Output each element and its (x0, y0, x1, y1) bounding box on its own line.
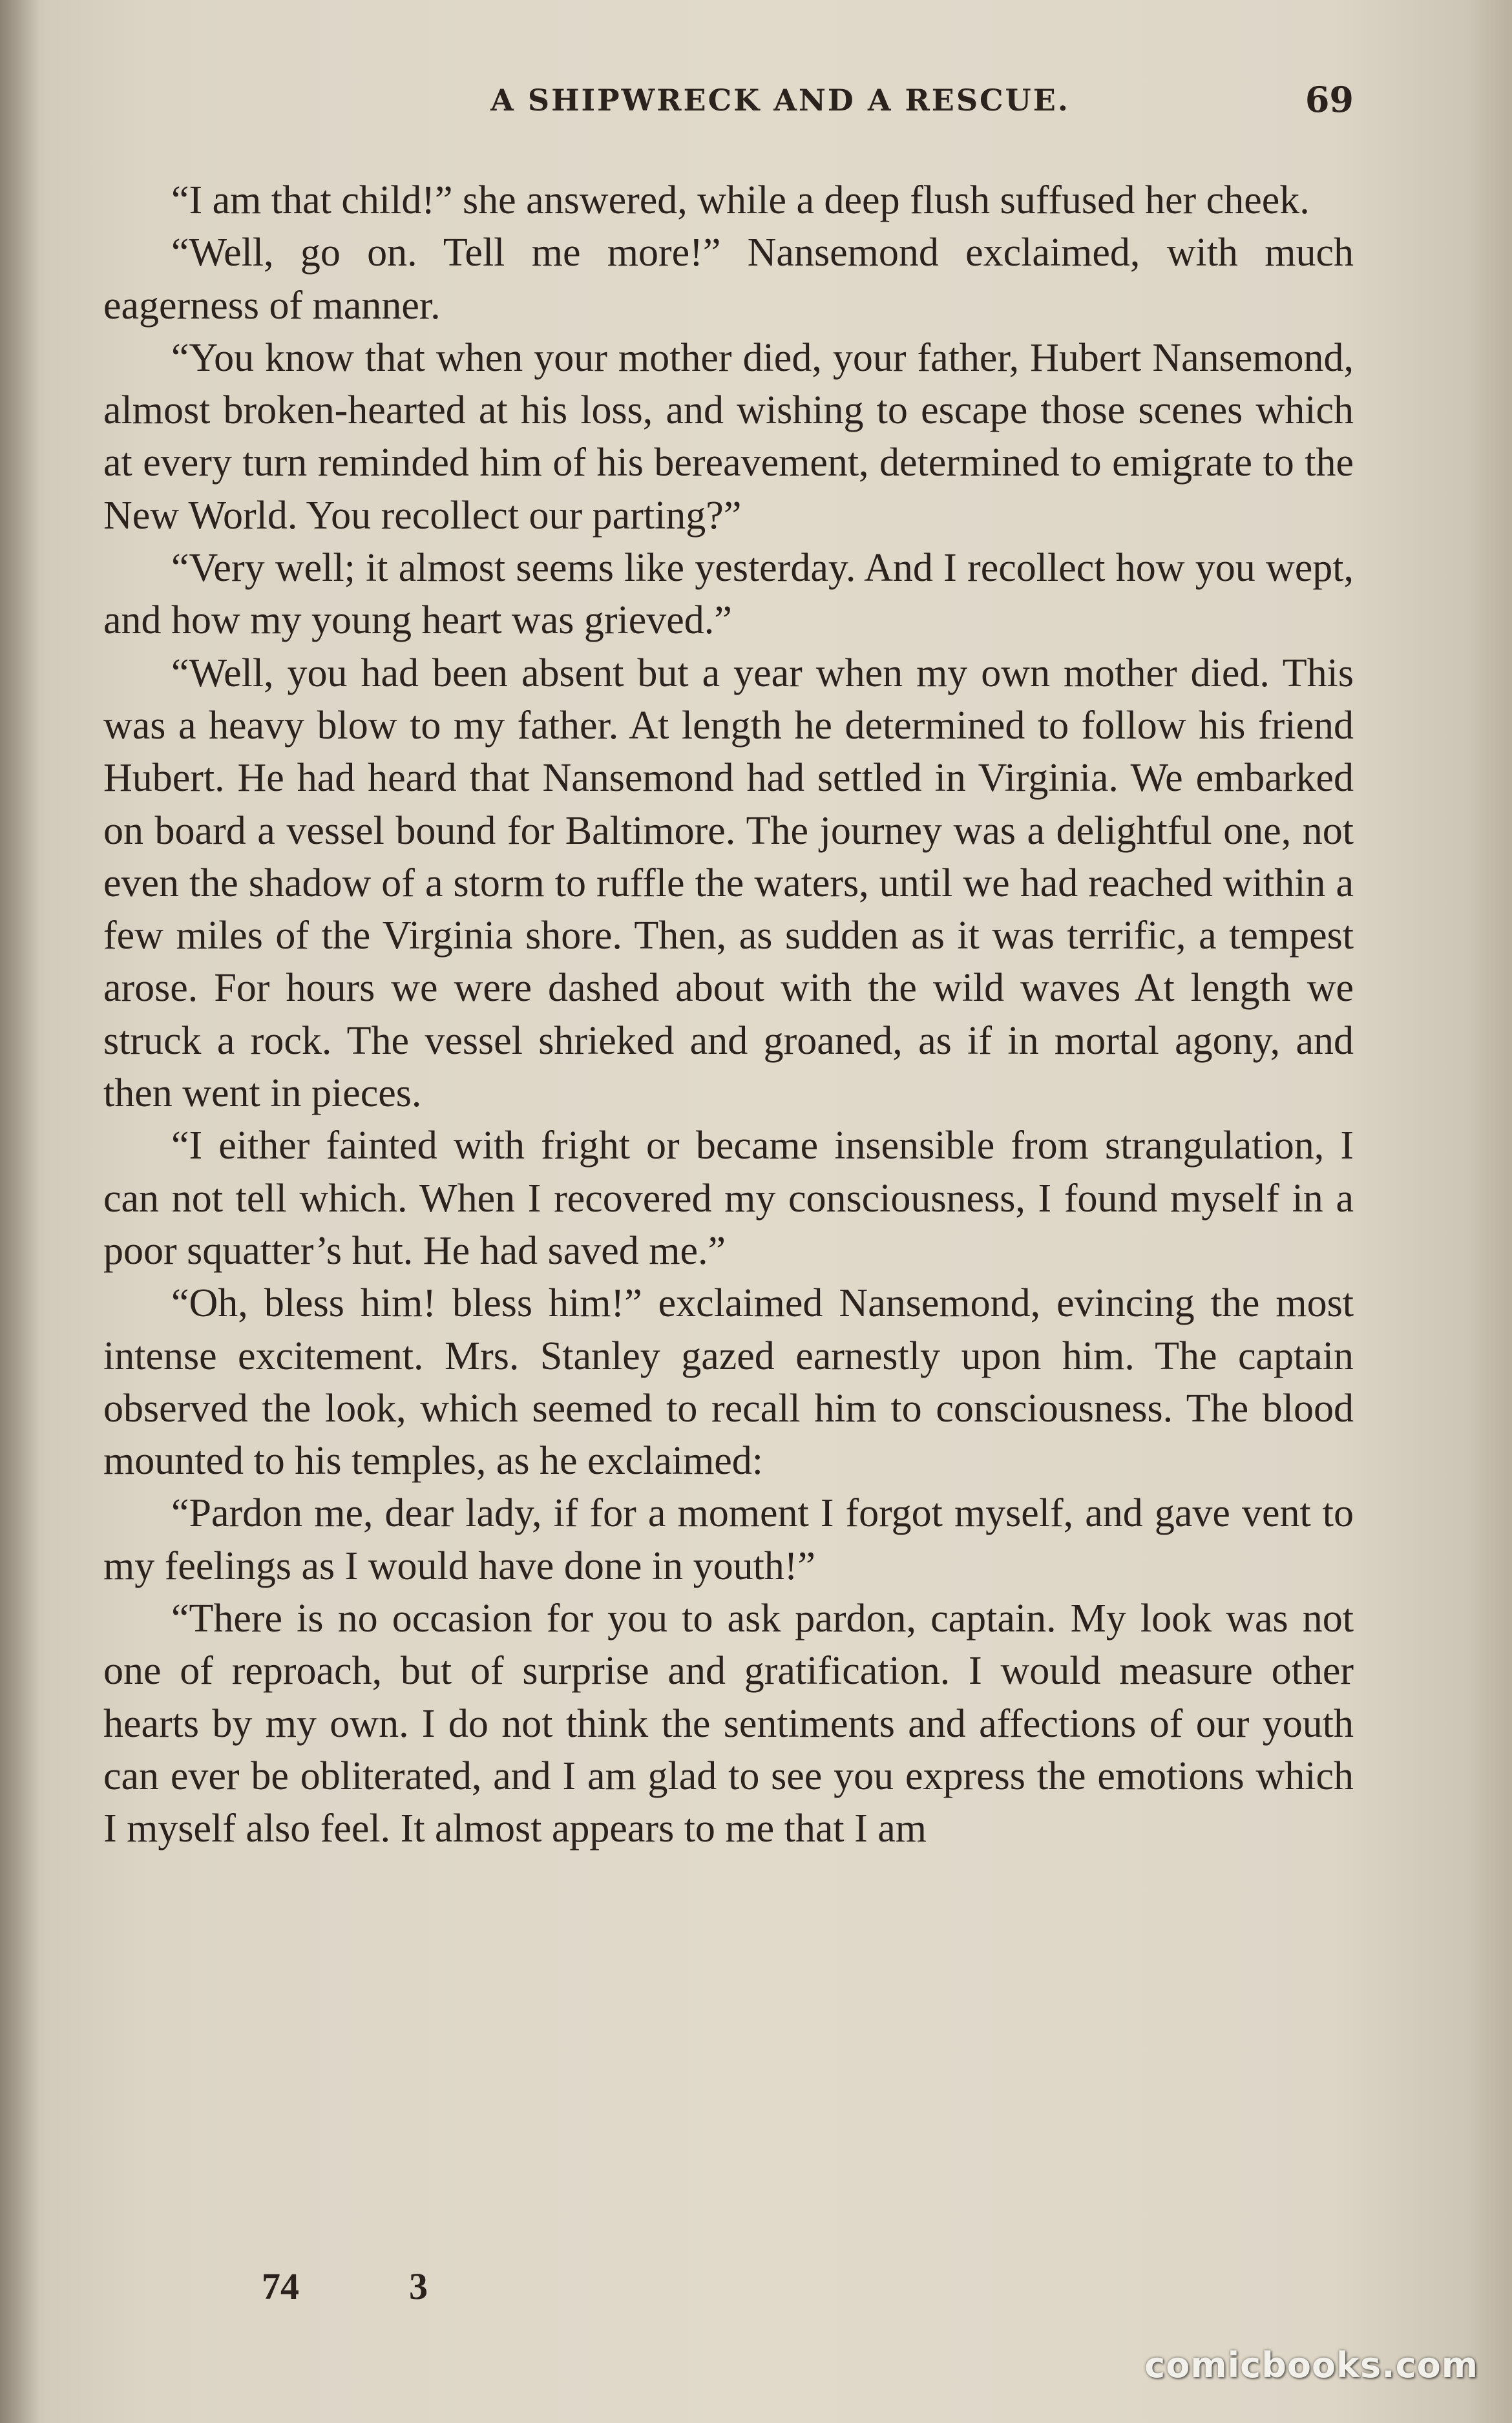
paragraph: “I either fainted with fright or became insensible from strangulation, I can not tell which. When I recovered my consciousness, I found myself in a poor squatter’s hut. He had saved me.” (103, 1124, 1354, 1273)
paragraph: “You know that when your mother died, your father, Hubert Nansemond, almost broken-hearted at his loss, and wishing to escape those scenes which at every turn reminded him of his bereavement, determined to emigrate to the New World. You recollect our parting?” (103, 335, 1354, 538)
page-number: 69 (1305, 79, 1354, 120)
paragraph: “There is no occasion for you to ask pardon, captain. My look was not one of reproach, but of surprise and gratification. I would measure other hearts by my own. I do not think the sentiments and affections of our youth can ever be obliterated, and I am glad to see you express the emotions which I myself also feel. It almost appears to me that I am (103, 1597, 1354, 1851)
paragraph: “Well, go on. Tell me more!” Nansemond exclaimed, with much eagerness of manner. (103, 231, 1354, 328)
paragraph: “Well, you had been absent but a year when my own mother died. This was a heavy blow to my father. At length he determined to follow his friend Hubert. He had heard that Nansemond had settled in Virginia. We embarked on board a vessel bound for Baltimore. The journey was a delightful one, not even the shadow of a storm to ruffle the waters, until we had reached within a few miles of the Virginia shore. Then, as sudden as it was terrific, a tempest arose. For hours we were dashed about with the wild waves At length we struck a rock. The vessel shrieked and groaned, as if in mortal agony, and then went in pieces. (103, 651, 1354, 1116)
paragraph: “Pardon me, dear lady, if for a moment I forgot myself, and gave vent to my feelings as I would have done in youth!” (103, 1491, 1354, 1588)
signature-marks (262, 2265, 428, 2308)
paragraph: “Very well; it almost seems like yesterday. And I recollect how you wept, and how my young heart was grieved.” (103, 546, 1354, 643)
body-text (103, 174, 1354, 1856)
paragraph: “Oh, bless him! bless him!” exclaimed Nansemond, evincing the most intense excitement. Mrs. Stanley gazed earnestly upon him. The captain observed the look, which seemed to recall him to consciousness. The blood mounted to his temples, as he exclaimed: (103, 1281, 1354, 1484)
running-title: A SHIPWRECK AND A RESCUE. (490, 83, 1070, 118)
signature-mark-left: 74 (262, 2265, 299, 2307)
watermark: comicbooks.com (1144, 2345, 1478, 2386)
running-head (103, 79, 1354, 128)
signature-mark-right: 3 (409, 2265, 428, 2307)
paragraph: “I am that child!” she answered, while a deep flush suffused her cheek. (171, 178, 1310, 222)
